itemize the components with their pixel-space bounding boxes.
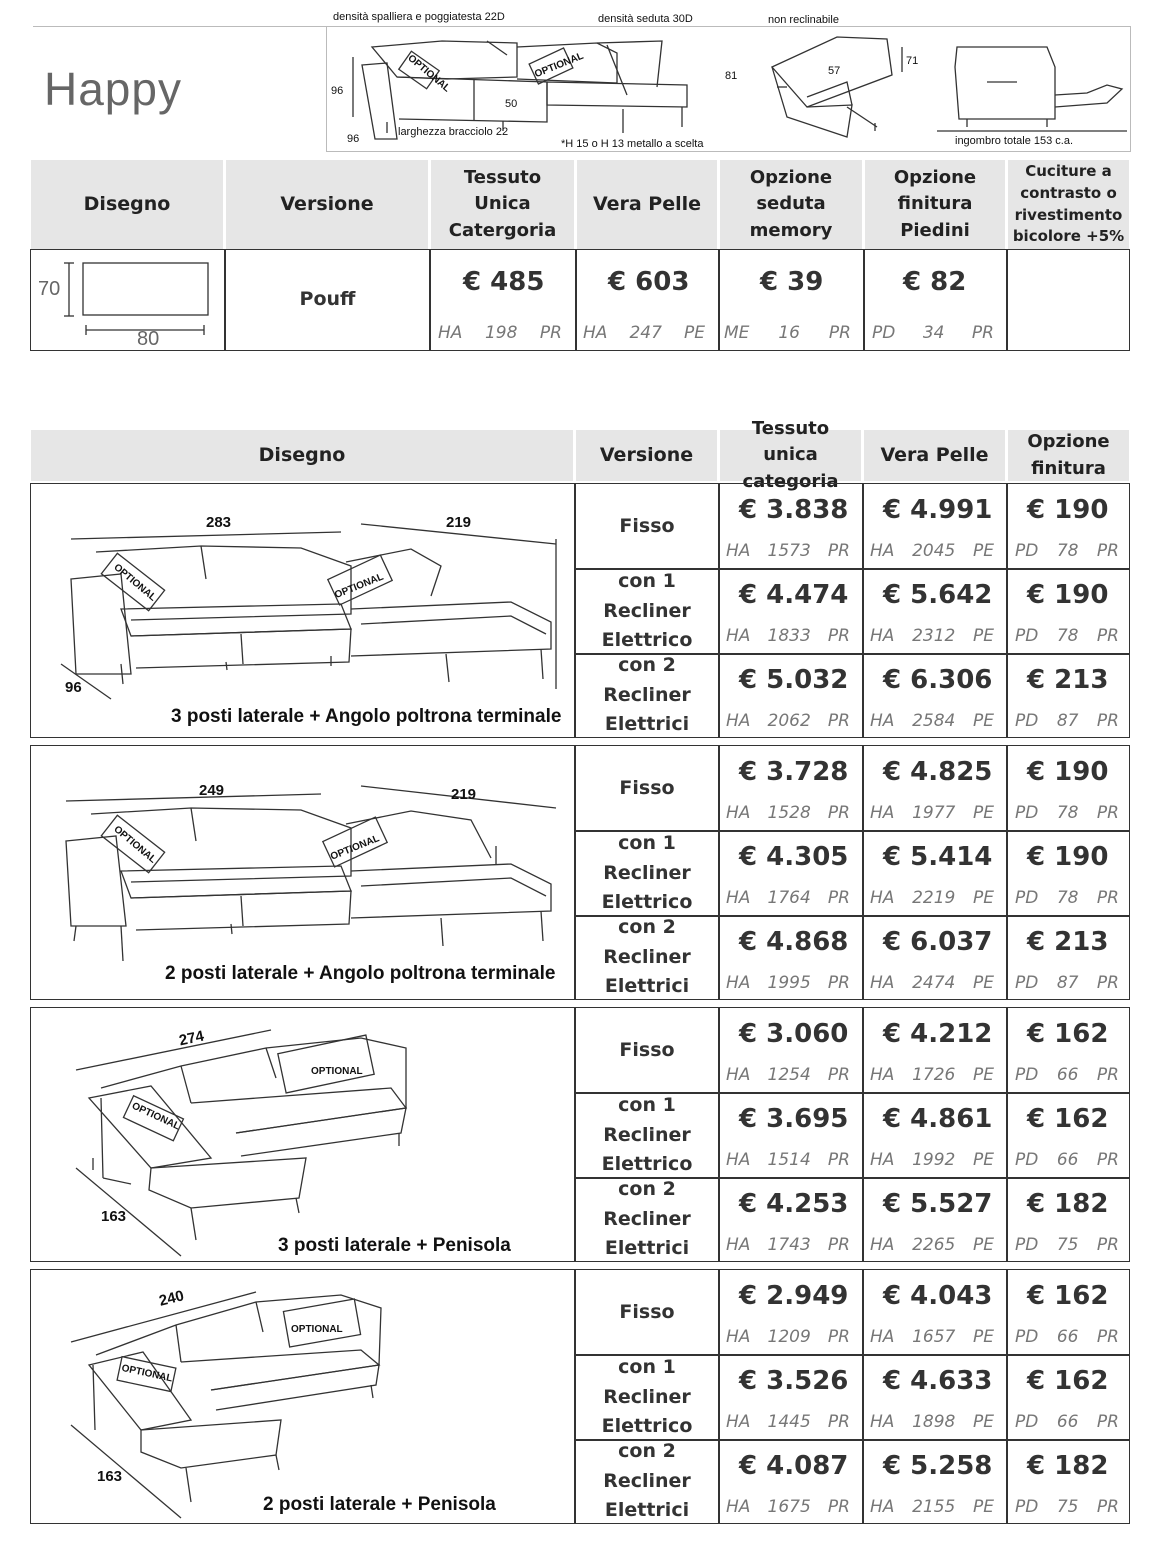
price-cell xyxy=(862,653,1008,738)
price-value: € 4.043 xyxy=(883,1281,993,1311)
group0-optional-2: OPTIONAL xyxy=(333,571,386,602)
price-code: HA 1675 PR xyxy=(726,1497,850,1517)
t2-header-disegno: Disegno xyxy=(31,430,573,481)
t2-header-vera-pelle: Vera Pelle xyxy=(864,430,1005,481)
price-value: € 3.838 xyxy=(739,495,849,525)
t2-header-finitura: Opzione finitura xyxy=(1008,430,1129,481)
dim-71: 71 xyxy=(906,55,919,67)
pouff-code-piedini: PD 34 PR xyxy=(872,323,994,343)
price-code: PD 66 PR xyxy=(1015,1412,1119,1432)
price-code: HA 2155 PE xyxy=(870,1497,994,1517)
group2-optional-1: OPTIONAL xyxy=(129,1100,182,1133)
price-cell xyxy=(718,1177,864,1262)
pouff-cell-cuciture xyxy=(1006,249,1130,351)
price-cell xyxy=(1006,745,1130,832)
price-code: PD 78 PR xyxy=(1015,888,1119,908)
price-code: HA 2312 PE xyxy=(870,626,994,646)
pouff-sketch xyxy=(31,250,227,352)
group3-dim-2: 163 xyxy=(97,1468,123,1485)
price-code: HA 1992 PE xyxy=(870,1150,994,1170)
price-code: PD 78 PR xyxy=(1015,626,1119,646)
price-value: € 190 xyxy=(1027,495,1109,525)
price-value: € 3.695 xyxy=(739,1104,849,1134)
price-cell xyxy=(718,830,864,917)
price-cell xyxy=(862,568,1008,655)
price-cell xyxy=(718,1007,864,1094)
price-code: HA 1657 PE xyxy=(870,1327,994,1347)
price-value: € 213 xyxy=(1027,927,1109,957)
price-cell xyxy=(718,1092,864,1179)
price-code: HA 1254 PR xyxy=(726,1065,850,1085)
price-value: € 4.305 xyxy=(739,842,849,872)
group0-drawing-cell xyxy=(30,483,576,738)
price-cell xyxy=(1006,483,1130,570)
group0-dim-1: 283 xyxy=(206,514,232,531)
pouff-code-tessuto: HA 198 PR xyxy=(438,323,562,343)
price-cell xyxy=(1006,653,1130,738)
group0-caption: 3 posti laterale + Angolo poltrona terminale xyxy=(171,706,562,727)
price-value: € 162 xyxy=(1027,1281,1109,1311)
group1-dim-2: 219 xyxy=(451,786,477,803)
version-cell: con 2 Recliner Elettrici xyxy=(574,1439,720,1524)
price-value: € 213 xyxy=(1027,665,1109,695)
sofa-3posti-angolo-sketch xyxy=(31,484,577,739)
price-cell xyxy=(718,915,864,1000)
version-cell: con 1 Recliner Elettrico xyxy=(574,568,720,655)
dim-57: 57 xyxy=(828,65,841,77)
annotation-total-size: ingombro totale 153 c.a. xyxy=(955,135,1074,147)
optional-label-1: OPTIONAL xyxy=(405,52,453,95)
pouff-price-memory: € 39 xyxy=(760,267,824,297)
group3-drawing-cell xyxy=(30,1269,576,1524)
price-code: HA 1573 PR xyxy=(726,541,850,561)
pouff-code-pelle: HA 247 PE xyxy=(583,323,705,343)
price-code: HA 2265 PE xyxy=(870,1235,994,1255)
annotation-armrest-width: larghezza bracciolo 22 xyxy=(398,126,509,138)
group3-optional-2: OPTIONAL xyxy=(291,1324,343,1335)
price-value: € 4.253 xyxy=(739,1189,849,1219)
group1-caption: 2 posti laterale + Angolo poltrona terminale xyxy=(165,963,556,984)
version-cell: con 2 Recliner Elettrici xyxy=(574,653,720,738)
pouff-version: Pouff xyxy=(224,249,431,351)
hero-sofa-sketches xyxy=(327,27,1130,151)
price-code: HA 1726 PE xyxy=(870,1065,994,1085)
pouff-dim-width: 80 xyxy=(137,328,160,350)
dim-81: 81 xyxy=(725,70,738,82)
pouff-cell-piedini xyxy=(863,249,1008,351)
group1-dim-1: 249 xyxy=(199,782,225,799)
price-code: HA 1977 PE xyxy=(870,803,994,823)
group1-optional-1: OPTIONAL xyxy=(111,823,159,866)
price-code: HA 1743 PR xyxy=(726,1235,850,1255)
group2-dim-1: 274 xyxy=(177,1027,206,1050)
price-value: € 3.526 xyxy=(739,1366,849,1396)
group2-caption: 3 posti laterale + Penisola xyxy=(278,1235,511,1256)
pouff-price-pelle: € 603 xyxy=(608,267,690,297)
version-cell: con 1 Recliner Elettrico xyxy=(574,1092,720,1179)
version-cell: con 1 Recliner Elettrico xyxy=(574,830,720,917)
price-code: HA 2045 PE xyxy=(870,541,994,561)
price-cell xyxy=(862,1177,1008,1262)
hero-diagram xyxy=(326,11,1131,152)
version-cell: con 2 Recliner Elettrici xyxy=(574,915,720,1000)
price-value: € 6.037 xyxy=(883,927,993,957)
price-value: € 190 xyxy=(1027,580,1109,610)
group3-optional-1: OPTIONAL xyxy=(120,1362,174,1385)
price-cell xyxy=(718,1269,864,1356)
group1-optional-2: OPTIONAL xyxy=(329,833,382,863)
price-value: € 162 xyxy=(1027,1366,1109,1396)
price-code: PD 75 PR xyxy=(1015,1235,1119,1255)
group3-caption: 2 posti laterale + Penisola xyxy=(263,1494,496,1515)
optional-label-2: OPTIONAL xyxy=(533,50,586,81)
price-code: HA 2474 PE xyxy=(870,973,994,993)
price-value: € 4.991 xyxy=(883,495,993,525)
dim-50: 50 xyxy=(505,98,518,110)
price-value: € 190 xyxy=(1027,842,1109,872)
price-value: € 182 xyxy=(1027,1189,1109,1219)
pouff-cell-memory xyxy=(718,249,865,351)
pouff-cell-pelle xyxy=(575,249,720,351)
price-value: € 5.032 xyxy=(739,665,849,695)
price-cell xyxy=(718,653,864,738)
price-code: HA 1528 PR xyxy=(726,803,850,823)
price-value: € 2.949 xyxy=(739,1281,849,1311)
price-cell xyxy=(718,483,864,570)
version-cell: Fisso xyxy=(574,1007,720,1094)
version-cell: Fisso xyxy=(574,745,720,832)
dim-96-height: 96 xyxy=(331,85,344,97)
price-cell xyxy=(1006,1092,1130,1179)
dim-96-depth: 96 xyxy=(347,133,360,145)
annotation-back-density: densità spalliera e poggiatesta 22D xyxy=(333,11,505,23)
price-value: € 5.414 xyxy=(883,842,993,872)
group2-drawing-cell xyxy=(30,1007,576,1262)
t1-header-tessuto: Tessuto Unica Catergoria xyxy=(431,160,574,249)
pouff-price-piedini: € 82 xyxy=(903,267,967,297)
price-value: € 6.306 xyxy=(883,665,993,695)
price-code: PD 78 PR xyxy=(1015,803,1119,823)
pouff-cell-tessuto xyxy=(429,249,577,351)
pouff-code-memory: ME 16 PR xyxy=(724,323,851,343)
price-value: € 4.861 xyxy=(883,1104,993,1134)
price-cell xyxy=(1006,830,1130,917)
price-value: € 4.087 xyxy=(739,1451,849,1481)
price-cell xyxy=(1006,915,1130,1000)
price-value: € 4.474 xyxy=(739,580,849,610)
price-value: € 5.642 xyxy=(883,580,993,610)
group2-dim-2: 163 xyxy=(101,1208,127,1225)
group0-dim-2: 219 xyxy=(446,514,472,531)
t2-header-tessuto: Tessuto unica categoria xyxy=(720,430,861,481)
price-cell xyxy=(718,745,864,832)
price-cell xyxy=(862,1439,1008,1524)
price-code: HA 2062 PR xyxy=(726,711,850,731)
price-cell xyxy=(862,1354,1008,1441)
group2-optional-2: OPTIONAL xyxy=(311,1066,363,1077)
price-cell xyxy=(862,745,1008,832)
price-value: € 190 xyxy=(1027,757,1109,787)
price-cell xyxy=(862,915,1008,1000)
price-cell xyxy=(1006,1439,1130,1524)
price-code: PD 87 PR xyxy=(1015,973,1119,993)
t1-header-disegno: Disegno xyxy=(31,160,223,249)
price-code: PD 66 PR xyxy=(1015,1150,1119,1170)
t1-header-memory: Opzione seduta memory xyxy=(720,160,862,249)
price-value: € 5.527 xyxy=(883,1189,993,1219)
price-cell xyxy=(718,1354,864,1441)
price-value: € 5.258 xyxy=(883,1451,993,1481)
version-cell: Fisso xyxy=(574,483,720,570)
t1-header-versione: Versione xyxy=(226,160,428,249)
price-code: HA 1995 PR xyxy=(726,973,850,993)
price-cell xyxy=(862,830,1008,917)
annotation-seat-density: densità seduta 30D xyxy=(598,13,693,25)
price-cell xyxy=(862,483,1008,570)
t1-header-piedini: Opzione finitura Piedini xyxy=(865,160,1005,249)
price-cell xyxy=(1006,1269,1130,1356)
group1-drawing-cell xyxy=(30,745,576,1000)
t1-header-cuciture: Cuciture a contrasto o rivestimento bicolore +5% xyxy=(1008,160,1129,249)
price-value: € 3.060 xyxy=(739,1019,849,1049)
price-value: € 3.728 xyxy=(739,757,849,787)
price-cell xyxy=(1006,1177,1130,1262)
t2-header-versione: Versione xyxy=(576,430,717,481)
t1-header-vera-pelle: Vera Pelle xyxy=(577,160,717,249)
price-code: HA 1514 PR xyxy=(726,1150,850,1170)
price-cell xyxy=(1006,1007,1130,1094)
price-cell xyxy=(862,1269,1008,1356)
price-code: PD 66 PR xyxy=(1015,1327,1119,1347)
price-value: € 4.633 xyxy=(883,1366,993,1396)
version-cell: con 1 Recliner Elettrico xyxy=(574,1354,720,1441)
price-value: € 182 xyxy=(1027,1451,1109,1481)
price-code: PD 87 PR xyxy=(1015,711,1119,731)
version-cell: Fisso xyxy=(574,1269,720,1356)
brand-title: Happy xyxy=(44,63,182,115)
price-value: € 162 xyxy=(1027,1019,1109,1049)
price-cell xyxy=(1006,568,1130,655)
group0-dim-3: 96 xyxy=(65,679,82,696)
price-value: € 4.825 xyxy=(883,757,993,787)
group0-optional-1: OPTIONAL xyxy=(111,561,159,604)
annotation-not-reclining: non reclinabile xyxy=(768,14,839,26)
version-cell: con 2 Recliner Elettrici xyxy=(574,1177,720,1262)
price-value: € 4.868 xyxy=(739,927,849,957)
price-code: HA 1833 PR xyxy=(726,626,850,646)
pouff-dim-height: 70 xyxy=(38,278,61,300)
annotation-feet: *H 15 o H 13 metallo a scelta xyxy=(561,138,704,150)
price-cell xyxy=(718,568,864,655)
price-cell xyxy=(862,1092,1008,1179)
sofa-2posti-penisola-sketch xyxy=(31,1270,577,1525)
price-code: HA 2219 PE xyxy=(870,888,994,908)
pouff-price-tessuto: € 485 xyxy=(463,267,545,297)
price-value: € 4.212 xyxy=(883,1019,993,1049)
price-cell xyxy=(718,1439,864,1524)
price-code: PD 75 PR xyxy=(1015,1497,1119,1517)
price-code: HA 2584 PE xyxy=(870,711,994,731)
price-code: HA 1898 PE xyxy=(870,1412,994,1432)
price-value: € 162 xyxy=(1027,1104,1109,1134)
pouff-drawing-cell xyxy=(30,249,226,351)
price-code: PD 78 PR xyxy=(1015,541,1119,561)
price-code: HA 1445 PR xyxy=(726,1412,850,1432)
price-cell xyxy=(862,1007,1008,1094)
price-code: PD 66 PR xyxy=(1015,1065,1119,1085)
price-code: HA 1209 PR xyxy=(726,1327,850,1347)
group3-dim-1: 240 xyxy=(157,1287,186,1310)
price-cell xyxy=(1006,1354,1130,1441)
price-code: HA 1764 PR xyxy=(726,888,850,908)
